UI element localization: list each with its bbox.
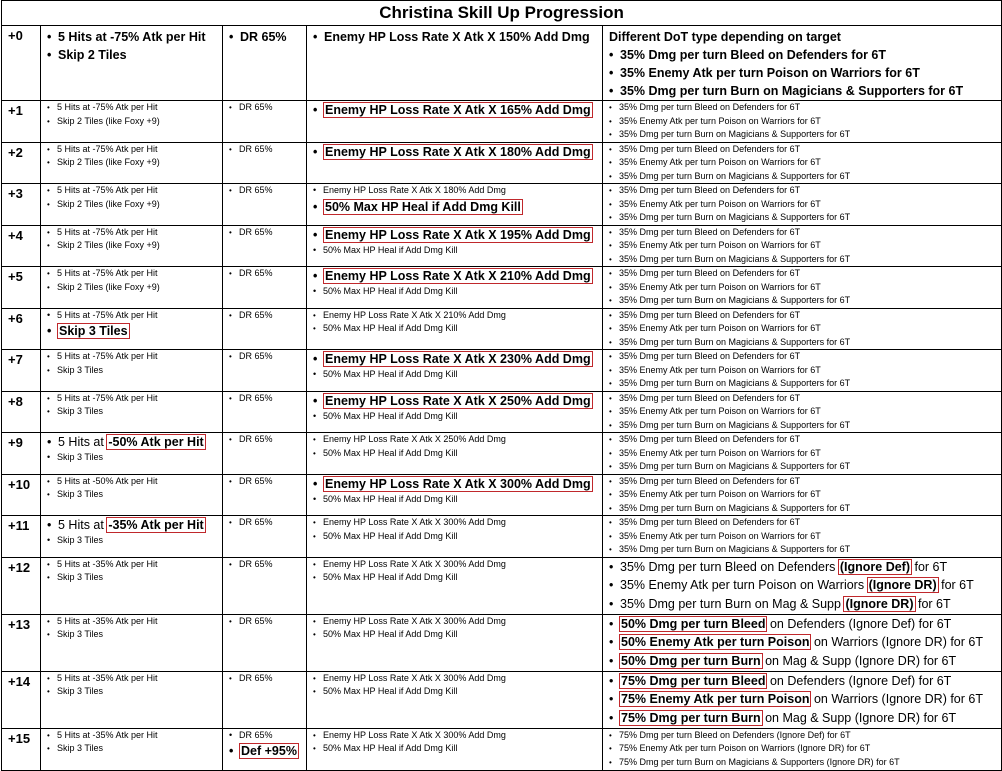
dr-cell: [223, 184, 307, 226]
list-item: [310, 392, 599, 410]
table-row: [2, 391, 1002, 433]
list-item: • 35% Dmg per turn Burn on Magicians & Supporters for 6T: [606, 82, 998, 100]
table-row: [2, 308, 1002, 350]
dot-cell: [603, 26, 1002, 101]
list-item: • DR 65%: [226, 615, 303, 629]
list-item: • Skip 3 Tiles: [44, 488, 219, 502]
list-item: [44, 322, 219, 340]
highlight-box: 75% Enemy Atk per turn Poison: [621, 692, 810, 706]
list-item: • 35% Enemy Atk per turn Poison on Warriors for 6T: [606, 364, 998, 378]
list-item: • 75% Dmg per turn Burn on Magicians & Supporters (Ignore DR) for 6T: [606, 756, 998, 770]
dr-cell: [223, 671, 307, 728]
list-item: • DR 65%: [226, 433, 303, 447]
list-item: • Skip 3 Tiles: [44, 451, 219, 465]
table-row: [2, 433, 1002, 475]
list-item: • Enemy HP Loss Rate X Atk X 300% Add Dmg: [310, 729, 599, 743]
add-dmg-cell: [307, 433, 603, 475]
table-row: [2, 142, 1002, 184]
level-cell: +8: [2, 391, 41, 433]
dot-text: for 6T: [911, 559, 948, 574]
highlight-box: Def +95%: [241, 744, 297, 758]
dot-text: on Warriors (Ignore DR) for 6T: [810, 635, 983, 649]
dr-cell: [223, 728, 307, 770]
level-cell: +10: [2, 474, 41, 516]
list-item: • DR 65%: [226, 729, 303, 743]
highlight-box: (Ignore DR): [845, 596, 914, 611]
list-item: • DR 65%: [226, 392, 303, 406]
list-item: • 35% Dmg per turn Burn on Magicians & Supporters for 6T: [606, 294, 998, 308]
list-item: • DR 65%: [226, 101, 303, 115]
highlight-box: (Ignore Def): [839, 559, 911, 574]
list-item: [310, 143, 599, 161]
list-item: • DR 65%: [226, 672, 303, 686]
list-item: • DR 65%: [226, 184, 303, 198]
dot-text: for 6T: [914, 596, 951, 611]
add-dmg-cell: [307, 142, 603, 184]
add-dmg-cell: [307, 516, 603, 558]
list-item: • 50% Max HP Heal if Add Dmg Kill: [310, 410, 599, 424]
list-item: [310, 350, 599, 368]
list-item: [44, 433, 219, 451]
level-cell: +2: [2, 142, 41, 184]
highlight-box: Enemy HP Loss Rate X Atk X 230% Add Dmg: [325, 352, 591, 366]
add-dmg-cell: [307, 671, 603, 728]
list-item: • DR 65%: [226, 309, 303, 323]
hits-cell: [41, 26, 223, 101]
dot-cell: [603, 557, 1002, 614]
list-item: • 35% Enemy Atk per turn Poison on Warriors for 6T: [606, 322, 998, 336]
list-item: • 50% Max HP Heal if Add Dmg Kill: [310, 447, 599, 461]
add-dmg-cell: [307, 728, 603, 770]
level-cell: +15: [2, 728, 41, 770]
list-item: • 5 Hits at -75% Atk per Hit: [44, 184, 219, 198]
add-dmg-cell: [307, 267, 603, 309]
list-item: • DR 65%: [226, 28, 303, 46]
dr-cell: [223, 350, 307, 392]
list-item: • 35% Dmg per turn Bleed on Defenders for 6T: [606, 475, 998, 489]
dr-cell: [223, 474, 307, 516]
list-item: • 35% Enemy Atk per turn Poison on Warriors for 6T: [606, 281, 998, 295]
dot-cell: [603, 433, 1002, 475]
hits-prefix: 5 Hits at: [58, 435, 108, 449]
list-item: • 35% Dmg per turn Bleed on Defenders for 6T: [606, 226, 998, 240]
list-item: [606, 595, 998, 614]
list-item: • 5 Hits at -35% Atk per Hit: [44, 729, 219, 743]
list-item: • 35% Dmg per turn Bleed on Defenders for 6T: [606, 267, 998, 281]
list-item: • 5 Hits at -35% Atk per Hit: [44, 672, 219, 686]
list-item: • Skip 2 Tiles (like Foxy +9): [44, 156, 219, 170]
hits-cell: [41, 267, 223, 309]
list-item: • 75% Enemy Atk per turn Poison on Warriors (Ignore DR) for 6T: [606, 742, 998, 756]
list-item: [606, 558, 998, 577]
list-item: • 50% Max HP Heal if Add Dmg Kill: [310, 368, 599, 382]
list-item: • 35% Dmg per turn Bleed on Defenders for 6T: [606, 101, 998, 115]
list-item: • 35% Dmg per turn Bleed on Defenders for 6T: [606, 309, 998, 323]
list-item: • 50% Max HP Heal if Add Dmg Kill: [310, 685, 599, 699]
highlight-box: Enemy HP Loss Rate X Atk X 250% Add Dmg: [325, 393, 591, 408]
table-row: [2, 474, 1002, 516]
dr-cell: [223, 26, 307, 101]
list-item: • Enemy HP Loss Rate X Atk X 250% Add Dmg: [310, 433, 599, 447]
dot-cell: [603, 671, 1002, 728]
list-item: • Enemy HP Loss Rate X Atk X 300% Add Dmg: [310, 558, 599, 572]
list-item: • 5 Hits at -75% Atk per Hit: [44, 392, 219, 406]
list-item: • Enemy HP Loss Rate X Atk X 180% Add Dmg: [310, 184, 599, 198]
dot-text: on Warriors (Ignore DR) for 6T: [810, 692, 983, 706]
list-item: • Enemy HP Loss Rate X Atk X 300% Add Dmg: [310, 672, 599, 686]
list-item: [310, 475, 599, 493]
dr-cell: [223, 308, 307, 350]
list-item: • 50% Max HP Heal if Add Dmg Kill: [310, 493, 599, 507]
add-dmg-cell: [307, 26, 603, 101]
list-item: • 35% Dmg per turn Bleed on Defenders for 6T: [606, 516, 998, 530]
list-item: [606, 652, 998, 671]
list-item: • 35% Dmg per turn Bleed on Defenders for 6T: [606, 184, 998, 198]
list-item: • Skip 3 Tiles: [44, 685, 219, 699]
list-item: • 35% Dmg per turn Burn on Magicians & Supporters for 6T: [606, 460, 998, 474]
hits-cell: [41, 308, 223, 350]
list-item: • Skip 3 Tiles: [44, 571, 219, 585]
add-dmg-cell: [307, 474, 603, 516]
dot-cell: [603, 101, 1002, 143]
list-item: • 35% Dmg per turn Burn on Magicians & Supporters for 6T: [606, 253, 998, 267]
highlight-box: Enemy HP Loss Rate X Atk X 195% Add Dmg: [325, 227, 591, 242]
list-item: • 5 Hits at -75% Atk per Hit: [44, 350, 219, 364]
table-row: [2, 225, 1002, 267]
hits-prefix: 5 Hits at: [58, 518, 108, 532]
dot-text: on Defenders (Ignore Def) for 6T: [766, 616, 952, 631]
dot-cell: [603, 728, 1002, 770]
list-item: • DR 65%: [226, 143, 303, 157]
hits-cell: [41, 516, 223, 558]
list-item: • 50% Max HP Heal if Add Dmg Kill: [310, 742, 599, 756]
dot-cell: [603, 350, 1002, 392]
table-row: [2, 728, 1002, 770]
list-item: • 35% Dmg per turn Bleed on Defenders for 6T: [606, 46, 998, 64]
dr-cell: [223, 433, 307, 475]
add-dmg-cell: [307, 350, 603, 392]
table-row: [2, 614, 1002, 671]
table-row: [2, 671, 1002, 728]
list-item: • Skip 3 Tiles: [44, 534, 219, 548]
dr-cell: [223, 101, 307, 143]
list-item: • 35% Enemy Atk per turn Poison on Warriors for 6T: [606, 115, 998, 129]
hits-cell: [41, 142, 223, 184]
list-item: • DR 65%: [226, 267, 303, 281]
dot-cell: [603, 516, 1002, 558]
table-row: [2, 101, 1002, 143]
list-item: • Skip 3 Tiles: [44, 405, 219, 419]
add-dmg-cell: [307, 614, 603, 671]
table-row: [2, 267, 1002, 309]
dot-cell: [603, 142, 1002, 184]
list-item: • 50% Max HP Heal if Add Dmg Kill: [310, 322, 599, 336]
highlight-box: Enemy HP Loss Rate X Atk X 165% Add Dmg: [325, 103, 591, 117]
dot-cell: [603, 614, 1002, 671]
add-dmg-cell: [307, 308, 603, 350]
highlight-box: Skip 3 Tiles: [59, 324, 128, 338]
list-item: • 35% Enemy Atk per turn Poison on Warriors for 6T: [606, 64, 998, 82]
list-item: • Enemy HP Loss Rate X Atk X 150% Add Dmg: [310, 28, 599, 46]
list-item: • 5 Hits at -75% Atk per Hit: [44, 226, 219, 240]
dot-text: 35% Dmg per turn Bleed on Defenders: [620, 559, 839, 574]
highlight-box: Enemy HP Loss Rate X Atk X 300% Add Dmg: [325, 476, 591, 491]
dot-header: Different DoT type depending on target: [609, 30, 841, 44]
table-row: [2, 184, 1002, 226]
list-item: • 35% Dmg per turn Burn on Magicians & Supporters for 6T: [606, 128, 998, 142]
list-item: • 35% Enemy Atk per turn Poison on Warriors for 6T: [606, 488, 998, 502]
dot-cell: [603, 474, 1002, 516]
list-item: • 35% Dmg per turn Bleed on Defenders for 6T: [606, 433, 998, 447]
list-item: • Skip 3 Tiles: [44, 742, 219, 756]
list-item: • 5 Hits at -75% Atk per Hit: [44, 101, 219, 115]
list-item: • Skip 2 Tiles (like Foxy +9): [44, 239, 219, 253]
list-item: • 35% Dmg per turn Burn on Magicians & Supporters for 6T: [606, 543, 998, 557]
list-item: • DR 65%: [226, 226, 303, 240]
list-item: [226, 742, 303, 760]
dot-cell: [603, 267, 1002, 309]
highlight-box: -35% Atk per Hit: [108, 518, 204, 532]
list-item: • 35% Dmg per turn Burn on Magicians & Supporters for 6T: [606, 502, 998, 516]
highlight-box: (Ignore DR): [868, 578, 937, 592]
dr-cell: [223, 142, 307, 184]
list-item: • 5 Hits at -35% Atk per Hit: [44, 558, 219, 572]
hits-cell: [41, 101, 223, 143]
list-item: [310, 198, 599, 216]
level-cell: +7: [2, 350, 41, 392]
list-item: • 35% Dmg per turn Bleed on Defenders for 6T: [606, 143, 998, 157]
dr-cell: [223, 516, 307, 558]
dot-text: on Mag & Supp (Ignore DR) for 6T: [761, 653, 957, 668]
highlight-box: 50% Dmg per turn Bleed: [621, 616, 766, 631]
list-item: [606, 672, 998, 691]
level-cell: +12: [2, 557, 41, 614]
hits-cell: [41, 557, 223, 614]
hits-cell: [41, 350, 223, 392]
table-title: Christina Skill Up Progression: [2, 1, 1002, 26]
add-dmg-cell: [307, 557, 603, 614]
list-item: • 35% Enemy Atk per turn Poison on Warriors for 6T: [606, 198, 998, 212]
list-item: • 50% Max HP Heal if Add Dmg Kill: [310, 628, 599, 642]
list-item: [44, 516, 219, 534]
hits-cell: [41, 474, 223, 516]
hits-cell: [41, 433, 223, 475]
dr-cell: [223, 557, 307, 614]
list-item: • DR 65%: [226, 516, 303, 530]
list-item: • 35% Dmg per turn Burn on Magicians & Supporters for 6T: [606, 377, 998, 391]
list-item: • 35% Dmg per turn Burn on Magicians & Supporters for 6T: [606, 336, 998, 350]
hits-cell: [41, 225, 223, 267]
list-item: • 35% Enemy Atk per turn Poison on Warriors for 6T: [606, 447, 998, 461]
list-item: • 5 Hits at -50% Atk per Hit: [44, 475, 219, 489]
list-item: • Skip 2 Tiles (like Foxy +9): [44, 115, 219, 129]
dot-text: on Defenders (Ignore Def) for 6T: [766, 673, 952, 688]
level-cell: +14: [2, 671, 41, 728]
list-item: • 5 Hits at -75% Atk per Hit: [44, 28, 219, 46]
list-item: • DR 65%: [226, 558, 303, 572]
list-item: • 5 Hits at -75% Atk per Hit: [44, 309, 219, 323]
highlight-box: 50% Enemy Atk per turn Poison: [621, 635, 810, 649]
list-item: • 50% Max HP Heal if Add Dmg Kill: [310, 285, 599, 299]
list-item: • 35% Enemy Atk per turn Poison on Warriors for 6T: [606, 405, 998, 419]
level-cell: +13: [2, 614, 41, 671]
list-item: • 50% Max HP Heal if Add Dmg Kill: [310, 571, 599, 585]
level-cell: +5: [2, 267, 41, 309]
list-item: • Skip 2 Tiles (like Foxy +9): [44, 281, 219, 295]
hits-cell: [41, 728, 223, 770]
list-item: • 75% Dmg per turn Bleed on Defenders (Ignore Def) for 6T: [606, 729, 998, 743]
table-row: [2, 516, 1002, 558]
dot-text: 35% Dmg per turn Burn on Mag & Supp: [620, 596, 845, 611]
list-item: • 35% Enemy Atk per turn Poison on Warriors for 6T: [606, 239, 998, 253]
highlight-box: 75% Dmg per turn Bleed: [621, 673, 766, 688]
list-item: [606, 709, 998, 728]
list-item: • Skip 2 Tiles: [44, 46, 219, 64]
list-item: • Skip 3 Tiles: [44, 628, 219, 642]
list-item: • 50% Max HP Heal if Add Dmg Kill: [310, 244, 599, 258]
list-item: [310, 226, 599, 244]
dot-cell: [603, 391, 1002, 433]
list-item: • Skip 3 Tiles: [44, 364, 219, 378]
level-cell: +6: [2, 308, 41, 350]
dr-cell: [223, 614, 307, 671]
list-item: • 35% Dmg per turn Bleed on Defenders for 6T: [606, 392, 998, 406]
dr-cell: [223, 267, 307, 309]
list-item: [310, 101, 599, 119]
level-cell: +9: [2, 433, 41, 475]
highlight-box: 50% Dmg per turn Burn: [621, 653, 761, 668]
highlight-box: 50% Max HP Heal if Add Dmg Kill: [325, 199, 521, 214]
dot-text: 35% Enemy Atk per turn Poison on Warriors: [620, 578, 868, 592]
table-row: [2, 26, 1002, 101]
hits-cell: [41, 671, 223, 728]
highlight-box: Enemy HP Loss Rate X Atk X 180% Add Dmg: [325, 144, 591, 159]
list-item: [606, 576, 998, 595]
list-item: • 50% Max HP Heal if Add Dmg Kill: [310, 530, 599, 544]
list-item: • 5 Hits at -75% Atk per Hit: [44, 267, 219, 281]
add-dmg-cell: [307, 391, 603, 433]
add-dmg-cell: [307, 101, 603, 143]
list-item: • 35% Dmg per turn Burn on Magicians & Supporters for 6T: [606, 211, 998, 225]
dr-cell: [223, 391, 307, 433]
highlight-box: 75% Dmg per turn Burn: [621, 710, 761, 725]
list-item: • DR 65%: [226, 350, 303, 364]
list-item: • DR 65%: [226, 475, 303, 489]
list-item: • Enemy HP Loss Rate X Atk X 300% Add Dmg: [310, 615, 599, 629]
level-cell: +11: [2, 516, 41, 558]
list-item: • 35% Dmg per turn Bleed on Defenders for 6T: [606, 350, 998, 364]
hits-cell: [41, 614, 223, 671]
list-item: • 35% Dmg per turn Burn on Magicians & Supporters for 6T: [606, 170, 998, 184]
dot-text: for 6T: [937, 578, 974, 592]
table-row: [2, 350, 1002, 392]
hits-cell: [41, 184, 223, 226]
highlight-box: -50% Atk per Hit: [108, 435, 204, 449]
list-item: [606, 633, 998, 652]
level-cell: +1: [2, 101, 41, 143]
list-item: [310, 267, 599, 285]
add-dmg-cell: [307, 184, 603, 226]
table-row: [2, 557, 1002, 614]
level-cell: +0: [2, 26, 41, 101]
list-item: [606, 615, 998, 634]
list-item: • Skip 2 Tiles (like Foxy +9): [44, 198, 219, 212]
skill-progression-table: [1, 0, 1002, 771]
dot-text: on Mag & Supp (Ignore DR) for 6T: [761, 710, 957, 725]
level-cell: +3: [2, 184, 41, 226]
list-item: • 35% Enemy Atk per turn Poison on Warriors for 6T: [606, 530, 998, 544]
add-dmg-cell: [307, 225, 603, 267]
list-item: • 5 Hits at -35% Atk per Hit: [44, 615, 219, 629]
dot-cell: [603, 308, 1002, 350]
dot-cell: [603, 184, 1002, 226]
hits-cell: [41, 391, 223, 433]
highlight-box: Enemy HP Loss Rate X Atk X 210% Add Dmg: [325, 269, 591, 283]
list-item: • Enemy HP Loss Rate X Atk X 210% Add Dmg: [310, 309, 599, 323]
list-item: • Enemy HP Loss Rate X Atk X 300% Add Dmg: [310, 516, 599, 530]
list-item: • 35% Dmg per turn Burn on Magicians & Supporters for 6T: [606, 419, 998, 433]
list-item: [606, 690, 998, 709]
list-item: • 35% Enemy Atk per turn Poison on Warriors for 6T: [606, 156, 998, 170]
level-cell: +4: [2, 225, 41, 267]
dot-cell: [603, 225, 1002, 267]
list-item: • 5 Hits at -75% Atk per Hit: [44, 143, 219, 157]
dr-cell: [223, 225, 307, 267]
